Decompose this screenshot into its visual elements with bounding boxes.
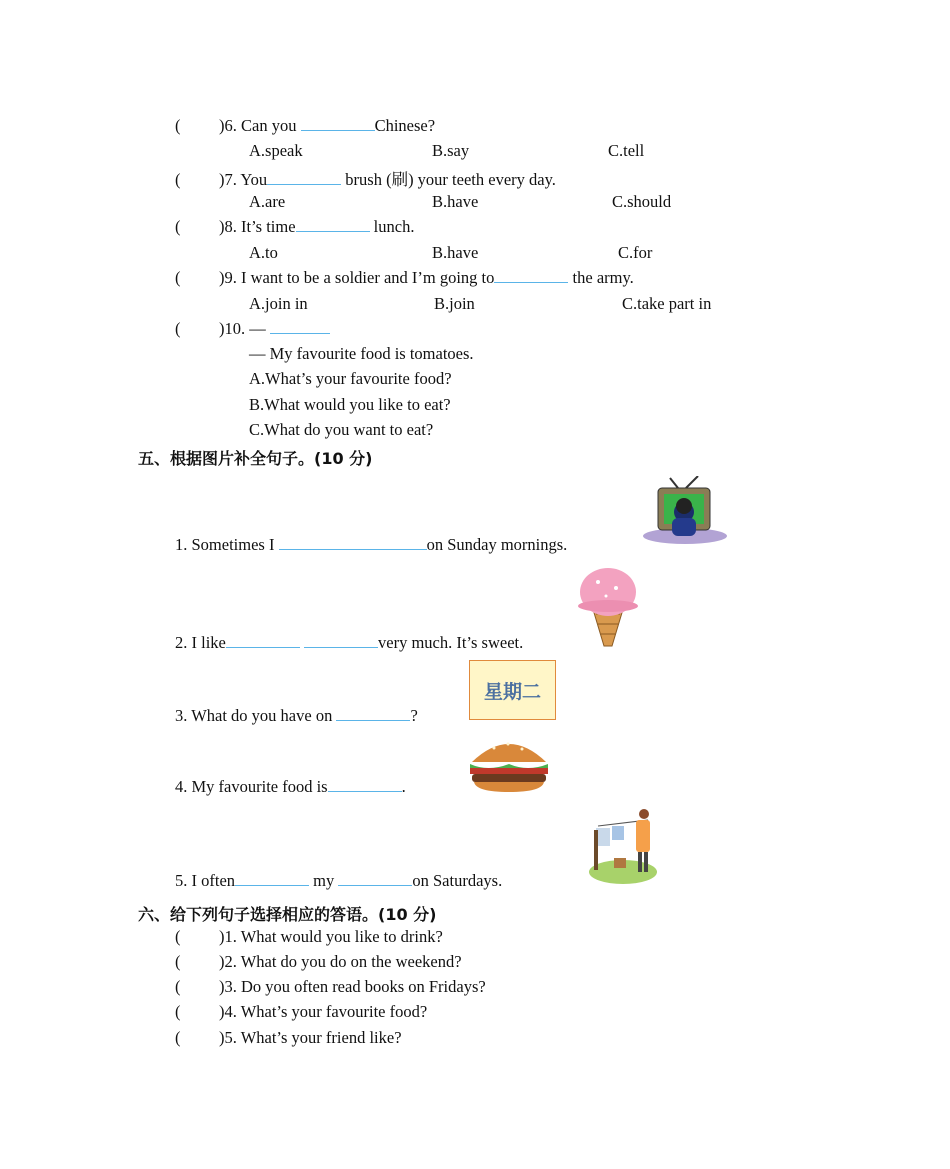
match-question-5 <box>175 1028 402 1048</box>
question-text: )7. You <box>219 170 268 189</box>
picture-question-5 <box>175 871 502 891</box>
washing-clothes-icon <box>588 806 658 886</box>
question-text: )6. Can you <box>219 116 301 135</box>
answer-blank[interactable] <box>235 871 309 886</box>
answer-paren[interactable]: ( <box>175 1002 181 1021</box>
answer-blank[interactable] <box>328 777 402 792</box>
question-text: )5. What’s your friend like? <box>219 1028 402 1047</box>
answer-paren[interactable]: ( <box>175 217 181 236</box>
dialogue-answer: — My favourite food is tomatoes. <box>249 344 474 363</box>
question-text-tail: . <box>401 777 406 796</box>
question-text-mid: my <box>309 871 339 890</box>
question-text: )9. I want to be a soldier and I’m going to <box>219 268 495 287</box>
question-text: 4. My favourite food is <box>175 777 328 796</box>
watching-tv-icon <box>640 476 730 546</box>
answer-paren[interactable]: ( <box>175 116 181 135</box>
question-text-tail: the army. <box>568 268 634 287</box>
question-text-tail: ? <box>410 706 418 725</box>
option-a: A.to <box>249 243 278 262</box>
option-a: A.speak <box>249 141 303 160</box>
picture-question-3 <box>175 706 418 726</box>
option-c: C.take part in <box>622 294 712 313</box>
option-b: B.have <box>432 192 479 211</box>
answer-paren[interactable]: ( <box>175 977 181 996</box>
option-b: B.What would you like to eat? <box>249 395 451 414</box>
calendar-card-icon <box>469 660 556 720</box>
option-a: A.are <box>249 192 286 211</box>
question-text-tail: brush (刷) your teeth every day. <box>341 170 556 189</box>
answer-blank[interactable] <box>270 319 330 334</box>
option-b: B.have <box>432 243 479 262</box>
answer-blank[interactable] <box>494 268 568 283</box>
question-text: )10. — <box>219 319 266 338</box>
question-text-tail: on Sunday mornings. <box>426 535 568 554</box>
option-c: C.tell <box>608 141 645 160</box>
picture-question-4 <box>175 777 406 797</box>
question-text: )4. What’s your favourite food? <box>219 1002 428 1021</box>
section-6-heading: 六、给下列句子选择相应的答语。(10 分) <box>138 905 437 924</box>
question-text: )1. What would you like to drink? <box>219 927 443 946</box>
option-c: C.What do you want to eat? <box>249 420 434 439</box>
question-text-tail: very much. It’s sweet. <box>378 633 524 652</box>
question-text-tail: on Saturdays. <box>412 871 503 890</box>
question-7 <box>175 166 556 190</box>
option-b: B.join <box>434 294 475 313</box>
match-question-1 <box>175 927 443 947</box>
question-text: )8. It’s time <box>219 217 296 236</box>
option-a: A.join in <box>249 294 308 313</box>
card-text: 星期二 <box>483 680 541 703</box>
picture-question-1 <box>175 535 567 555</box>
question-text: 3. What do you have on <box>175 706 337 725</box>
answer-paren[interactable]: ( <box>175 170 181 189</box>
match-question-2 <box>175 952 462 972</box>
answer-blank[interactable] <box>338 871 412 886</box>
match-question-3 <box>175 977 486 997</box>
question-text: 1. Sometimes I <box>175 535 279 554</box>
question-8 <box>175 217 414 237</box>
option-b: B.say <box>432 141 470 160</box>
option-a: A.What’s your favourite food? <box>249 369 452 388</box>
question-text-tail: Chinese? <box>374 116 436 135</box>
match-question-4 <box>175 1002 427 1022</box>
answer-blank[interactable] <box>226 633 300 648</box>
answer-blank[interactable] <box>296 217 370 232</box>
option-c: C.for <box>618 243 653 262</box>
ice-cream-icon <box>576 562 640 650</box>
question-text-tail: lunch. <box>369 217 415 236</box>
section-5-heading: 五、根据图片补全句子。(10 分) <box>138 449 373 468</box>
answer-paren[interactable]: ( <box>175 952 181 971</box>
answer-paren[interactable]: ( <box>175 268 181 287</box>
question-text: 5. I often <box>175 871 236 890</box>
question-9 <box>175 268 634 288</box>
picture-question-2 <box>175 633 523 653</box>
answer-paren[interactable]: ( <box>175 319 181 338</box>
hamburger-icon <box>468 734 550 794</box>
question-text: )2. What do you do on the weekend? <box>219 952 462 971</box>
answer-blank[interactable] <box>301 116 375 131</box>
option-c: C.should <box>612 192 672 211</box>
answer-blank[interactable] <box>279 535 427 550</box>
answer-blank[interactable] <box>304 633 378 648</box>
question-10 <box>175 319 330 339</box>
answer-paren[interactable]: ( <box>175 927 181 946</box>
question-6 <box>175 116 435 136</box>
question-text: )3. Do you often read books on Fridays? <box>219 977 486 996</box>
question-text: 2. I like <box>175 633 226 652</box>
answer-paren[interactable]: ( <box>175 1028 181 1047</box>
answer-blank[interactable] <box>267 170 341 185</box>
answer-blank[interactable] <box>336 706 410 721</box>
